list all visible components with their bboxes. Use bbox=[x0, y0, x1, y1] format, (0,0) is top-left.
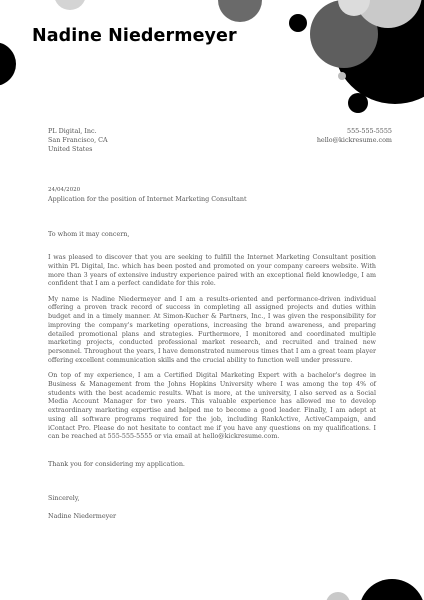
letter-thanks: Thank you for considering my application. bbox=[48, 460, 185, 468]
applicant-name: Nadine Niedermeyer bbox=[32, 26, 237, 46]
body-paragraph: I was pleased to discover that you are seeking to fulfill the Internet Marketing Consultant position within PL Digital, Inc. which has been posted and promoted on your company careers website. With more than 3 years of extensive industry experience paired with an exceptional field knowledge, I am confident that I am a perfect candidate for this role. bbox=[48, 254, 376, 288]
letter-signature: Nadine Niedermeyer bbox=[48, 512, 117, 520]
letter-body bbox=[48, 254, 376, 449]
letter-closing: Sincerely, bbox=[48, 494, 80, 502]
letter-salutation: To whom it may concern, bbox=[48, 230, 130, 238]
body-paragraph: On top of my experience, I am a Certified Digital Marketing Expert with a bachelor's degree in Business & Management from the Johns Hopkins University where I was among the top 4% of students with the best academic results. What is more, at the university, I also served as a Social Media Account Manager for two years. This valuable experience has allowed me to develop extraordinary marketing expertise and helped me to become a good leader. Finally, I am adept at using all software programs required for the job, including RankActive, ActiveCampaign, and iContact Pro. Please do not hesitate to contact me if you have any questions on my qualifications. I can be reached at 555-555-5555 or via email at hello@kickresume.com. bbox=[48, 372, 376, 441]
sender-email: hello@kickresume.com bbox=[316, 136, 392, 144]
recipient-country: United States bbox=[48, 145, 93, 153]
recipient-address bbox=[48, 127, 108, 154]
recipient-company: PL Digital, Inc. bbox=[48, 127, 97, 135]
sender-phone: 555-555-5555 bbox=[347, 127, 392, 135]
decor-circle-black-bottom bbox=[359, 579, 424, 600]
decor-circle-light-bottom bbox=[326, 592, 350, 600]
decor-circle-black-small bbox=[289, 14, 307, 32]
sender-contact bbox=[317, 127, 392, 145]
decor-circle-black-dot bbox=[348, 93, 368, 113]
letter-subject: Application for the position of Internet Marketing Consultant bbox=[48, 195, 247, 203]
body-paragraph: My name is Nadine Niedermeyer and I am a results-oriented and performance-driven individual offering a proven track record of success in completing all assigned projects and duties within budget and in a timely manner. At Simon-Kucher & Partners, Inc., I was given the responsibility for improving the company's marketing operations, increasing the brand awareness, and preparing detailed promotional plans and strategies. Furthermore, I monitored and coordinated multiple marketing projects, conducted professional market research, and recruited and trained new personnel. Throughout the years, I have demonstrated numerous times that I am a great team player offering excellent communication skills and the crucial ability to function well under pressure. bbox=[48, 295, 376, 364]
letter-date: 24/04/2020 bbox=[48, 187, 81, 193]
recipient-city: San Francisco, CA bbox=[48, 136, 108, 144]
decor-circle-dot-gray bbox=[338, 72, 346, 80]
decor-circle-gray-top bbox=[218, 0, 262, 22]
decor-circle-pale-top bbox=[54, 0, 86, 10]
decor-circle-black-left bbox=[0, 42, 16, 86]
